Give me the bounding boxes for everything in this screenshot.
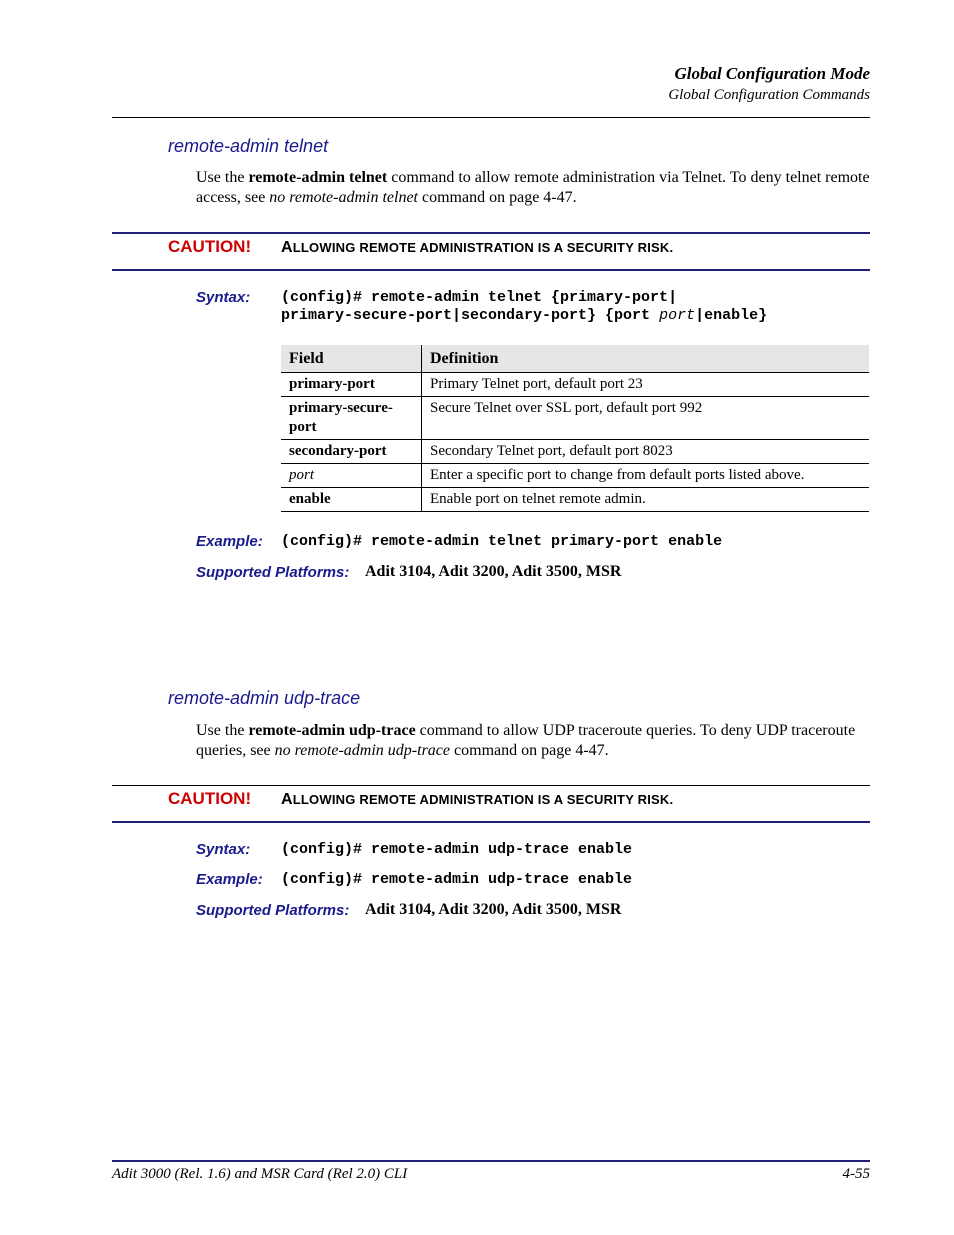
running-header-subtitle: Global Configuration Commands [668, 87, 870, 103]
caution-rest: LLOWING REMOTE ADMINISTRATION IS A SECURITY RISK. [292, 792, 674, 807]
table-row [281, 373, 869, 397]
footer-page-number: 4-55 [842, 1166, 870, 1182]
intro-reference: no remote-admin telnet [269, 189, 418, 206]
table-header-row [281, 345, 869, 373]
intro-text: command to allow UDP traceroute queries. To deny UDP traceroute queries, see [196, 722, 856, 759]
caution-label: CAUTION! [168, 237, 252, 256]
caution-top-rule [112, 232, 870, 234]
example-label: Example: [196, 533, 263, 550]
syntax-code [281, 289, 767, 325]
table-cell-field: secondary-port [281, 440, 422, 464]
syntax-line-2: primary-secure-port|secondary-port} {port [281, 307, 660, 324]
table-header-field: Field [281, 345, 422, 373]
table-cell-definition: Enable port on telnet remote admin. [422, 488, 870, 512]
caution-top-rule [112, 785, 870, 786]
intro-command: remote-admin telnet [248, 169, 388, 186]
platforms-label: Supported Platforms: [196, 564, 350, 581]
syntax-code: (config)# remote-admin udp-trace enable [281, 841, 633, 858]
telnet-intro-paragraph [196, 168, 876, 208]
intro-command: remote-admin udp-trace [248, 722, 416, 739]
footer-rule [112, 1160, 870, 1162]
syntax-port-param: port [659, 307, 696, 324]
table-cell-definition: Enter a specific port to change from default ports listed above. [422, 464, 870, 488]
section-heading-udp-trace: remote-admin udp-trace [168, 688, 361, 708]
table-cell-field: enable [281, 488, 422, 512]
caution-rest: LLOWING REMOTE ADMINISTRATION IS A SECURITY RISK. [292, 240, 674, 255]
syntax-label: Syntax: [196, 289, 251, 306]
intro-text: Use the [196, 169, 249, 186]
footer-document-title: Adit 3000 (Rel. 1.6) and MSR Card (Rel 2.0) CLI [112, 1166, 408, 1182]
caution-bottom-rule [112, 269, 870, 271]
platforms-value: Adit 3104, Adit 3200, Adit 3500, MSR [365, 901, 622, 918]
caution-text [281, 239, 673, 257]
example-code: (config)# remote-admin udp-trace enable [281, 871, 633, 888]
section-heading-telnet: remote-admin telnet [168, 136, 329, 156]
table-row [281, 488, 869, 512]
syntax-label: Syntax: [196, 841, 251, 858]
caution-initial: A [281, 791, 293, 808]
intro-reference: no remote-admin udp-trace [274, 742, 451, 759]
running-header-title: Global Configuration Mode [674, 64, 870, 83]
table-cell-field: primary-port [281, 373, 422, 397]
caution-text [281, 791, 673, 809]
platforms-label: Supported Platforms: [196, 902, 350, 919]
definition-table [281, 345, 869, 512]
table-row [281, 464, 869, 488]
table-row [281, 397, 869, 440]
table-cell-field: port [281, 464, 422, 488]
table-cell-definition: Secondary Telnet port, default port 8023 [422, 440, 870, 464]
table-cell-definition: Primary Telnet port, default port 23 [422, 373, 870, 397]
intro-text: command on page 4-47. [450, 742, 609, 759]
field-line: primary-secure- [289, 400, 393, 416]
platforms-value: Adit 3104, Adit 3200, Adit 3500, MSR [365, 563, 622, 580]
example-label: Example: [196, 871, 263, 888]
intro-text: Use the [196, 722, 249, 739]
caution-bottom-rule [112, 821, 870, 823]
example-code: (config)# remote-admin telnet primary-port enable [281, 533, 723, 550]
udp-trace-intro-paragraph [196, 721, 876, 761]
table-cell-definition: Secure Telnet over SSL port, default port 992 [422, 397, 870, 440]
intro-text: command to allow remote administration via Telnet. To deny telnet remote access, see [196, 169, 870, 206]
table-row [281, 440, 869, 464]
syntax-line-2-end: |enable} [695, 307, 768, 324]
intro-text: command on page 4-47. [418, 189, 577, 206]
table-header-definition: Definition [422, 345, 870, 373]
caution-initial: A [281, 239, 293, 256]
syntax-line-1: (config)# remote-admin telnet {primary-port| [281, 289, 678, 306]
table-cell-field [281, 397, 422, 440]
caution-label: CAUTION! [168, 789, 252, 808]
field-line: port [289, 419, 317, 435]
header-rule [112, 117, 870, 118]
